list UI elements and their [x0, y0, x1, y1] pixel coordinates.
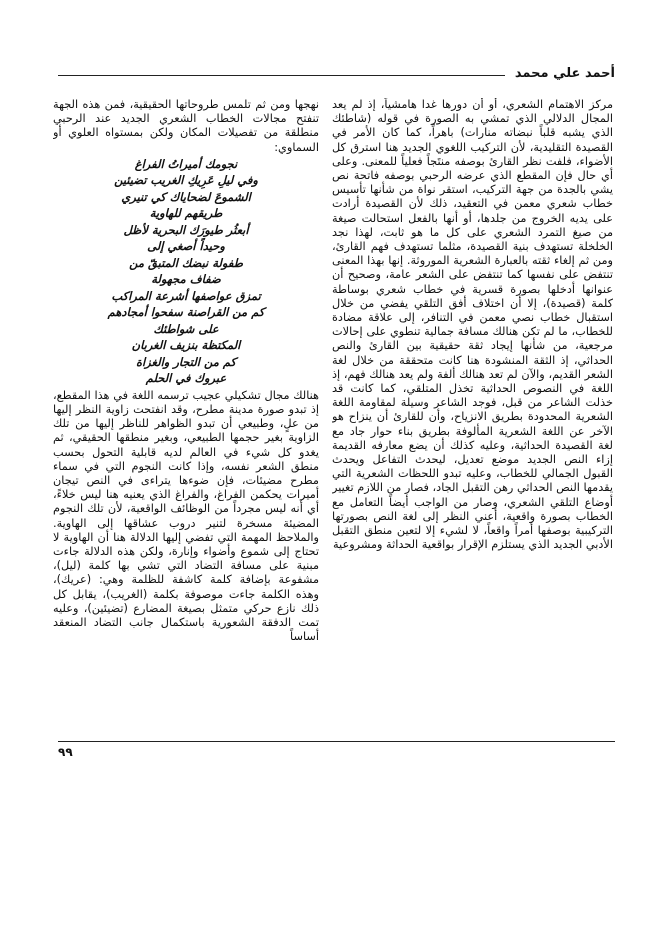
- page-footer: [58, 741, 615, 765]
- page-header: [58, 60, 615, 90]
- poem-verse: على شواطئك: [153, 321, 219, 336]
- left-column: [53, 98, 319, 738]
- poem-verse: طفولة نبضك المتبقّ من: [129, 255, 243, 270]
- right-column-paragraph: مركز الاهتمام الشعري، أو أن دورها غدا هامشياً، إذ لم يعد المجال الدلالي الذي تمشي به الصورة في قوله (شاطئك الذي يشبه قلباً نبضاته منارات) باهراً، كما كان الأمر في القصيدة التقليدية، لأن التركيب اللغوي الجديد هنا استرق كل الأضواء، فلفت نظر القارئ بوصفه منتَجاً فعلياً للمعنى. وعلى أي حال فإن المقطع الذي عرضه الرحبي بوصفه فاتحة نص يشي بالجدة من جهة التركيب، استقر نواة من شأنها تأسيس خطاب شعري معمن في التعقيد، ذلك لأن القصيدة أرادت على يديه الخروج من جلدها، أو أنها بالفعل استحالت صيغة من صيغ التمرد الشعري على كل ما هو ثابت، لهذا نجد الخلخلة تستهدف بنية القصيدة، مثلما تستهدف فهم القارئ، ومن ثم إلغاء ثقته بالعبارة الشعرية الموروثة. إنها بهذا المعنى تنتفض على نفسها كما تنتفض على الشعر عامة، وصحيح أن عنوانها أدخلها بصورة قسرية في خطاب شعري بوساطة كلمة (قصيدة)، إلا أن اختلاف أفق التلقي يفضي من خلال استقبال خطاب نصي معمن في التنافر، إلى علاقة مضادة للخطاب، ما لم تكن هنالك مسافة جمالية تنطوي على إحالات مرجعية، من شأنها إيجاد ثقة حقيقية بين القارئ والنص الحداثي، إذ الثقة المنشودة هنا كانت متحققة من خلال لغة الشعر القديم، والآن لم تعد هنالك ألفة ولم يعد هنالك فهم، إذ اللغة في النصوص الحداثية تخذل المتلقي، كما كانت قد خذلت الشاعر من قبل، فوجد الشاعر وسيلة لمقاومة اللغة الشعرية المحدودة بطريق الانزياح، وأن للقارئ أن ينزاح هو الآخر عن اللغة الشعرية المألوفة بطريق بناء حوار جاد مع لغة القصيدة الحداثية، وعليه كذلك أن يضع معارفه القديمة إزاء النص الجديد موضع تعديل، ليحدث التفاعل ويحدث القبول الجمالي للخطاب، وعليه تبدو اللحظات الشعرية التي يقدمها النص الحداثي رهن التقبل الجاد، فصار من اللازم تغيير أوضاع التلقي الشعري، وصار من الواجب أيضاً التعامل مع الخطاب بصورة واقعية، أعني النظر إلى لغة النص بصورتها التركيبية بوصفها أمراً واقعاً، لا لشيء إلا لتعين منطق التقبل الأدبي الجديد الذي يستلزم الإقرار بواقعية الحداثة ومشروعية: [332, 98, 613, 552]
- poem-verse: كم من التجار والغزاة: [135, 354, 237, 369]
- header-rule: [58, 75, 505, 76]
- author-name: أحمد علي محمد: [514, 66, 615, 81]
- poem-verse: وفي ليلِ عَرِيكِ الغريب تضيئين: [114, 173, 258, 188]
- page-number: ٩٩: [58, 745, 73, 759]
- left-column-intro: نهجها ومن ثم تلمس طروحاتها الحقيقية، فمن هذه الجهة تنفتح مجالات الخطاب الشعري الجديد عند الرحبي منطلقة من تفصيلات المكان ولكن بمستواه العلوي أو السماوي:: [53, 98, 319, 154]
- poem-verse: ضفاف مجهولة: [151, 272, 221, 287]
- poem-verse: وحيداً أصغي إلى: [147, 239, 225, 254]
- left-column-body: هنالك مجال تشكيلي عجيب ترسمه اللغة في هذا المقطع، إذ تبدو صورة مدينة مطرح، وقد انفتحت زاوية النظر إليها من علٍ، وطبيعي أن تبدو الظواهر للناظر إليها من تلك الزاوية بغير حجمها الطبيعي، وبغير منطقها الحقيقي، ثم يغدو كل شيء في العالم لديه قابلية التحول بحسب منطق الشعر نفسه، وإذا كانت النجوم التي في سماء مطرح مضيئات، فإن ضوءها يتراءى في النص تيجان أميرات يحكمن الفراغ، والفراغ الذي يعنيه هنا ليس خلاءً، أي أنه ليس مجرداً من الوظائف الواقعية، لأن تلك النجوم المضيئة مسخرة لتنير دروب عشاقها إلى الهاوية. والملاحظ المهمة التي تفضي إليها الدلالة هنا أن الهاوية لا تحتاج إلى شموع وأضواء وإنارة، ولكن هذه الدلالة جاءت مبنية على مسافة التضاد التي تشي بها كلمة (ليل)، مشفوعة بإضافة كلمة كاشفة للظلمة وهي: (عريك)، وهذه الكلمة جاءت موصوفة بكلمة (الغريب)، يقابل كل ذلك نازع حركي متمثل بصيغة المضارع (تضيئين)، وعليه تمت الدفقة الشعورية باستكمال جانب التضاد المنعقد أساساً: [53, 388, 319, 644]
- poem-verse: عبروك في الحلم: [145, 371, 227, 386]
- poem-verse: طريقهم للهاوية: [149, 206, 223, 221]
- poem-verse: كم من القراصنة سفحوا أمجادهم: [107, 305, 265, 320]
- poem-verse: أبعثُر طيورَك البحرية لأظل: [123, 222, 249, 237]
- right-column: [332, 98, 613, 738]
- poem-excerpt: [53, 156, 319, 387]
- footer-rule: [58, 741, 615, 742]
- poem-verse: نجومك أميراتُ الفراغ: [134, 156, 238, 171]
- poem-verse: المكتظة بنزيف الغربان: [131, 338, 241, 353]
- poem-verse: تمزق عواصفها أشرعة المراكب: [111, 288, 261, 303]
- poem-verse: الشموعَ لضحاياك كي تنيري: [121, 189, 251, 204]
